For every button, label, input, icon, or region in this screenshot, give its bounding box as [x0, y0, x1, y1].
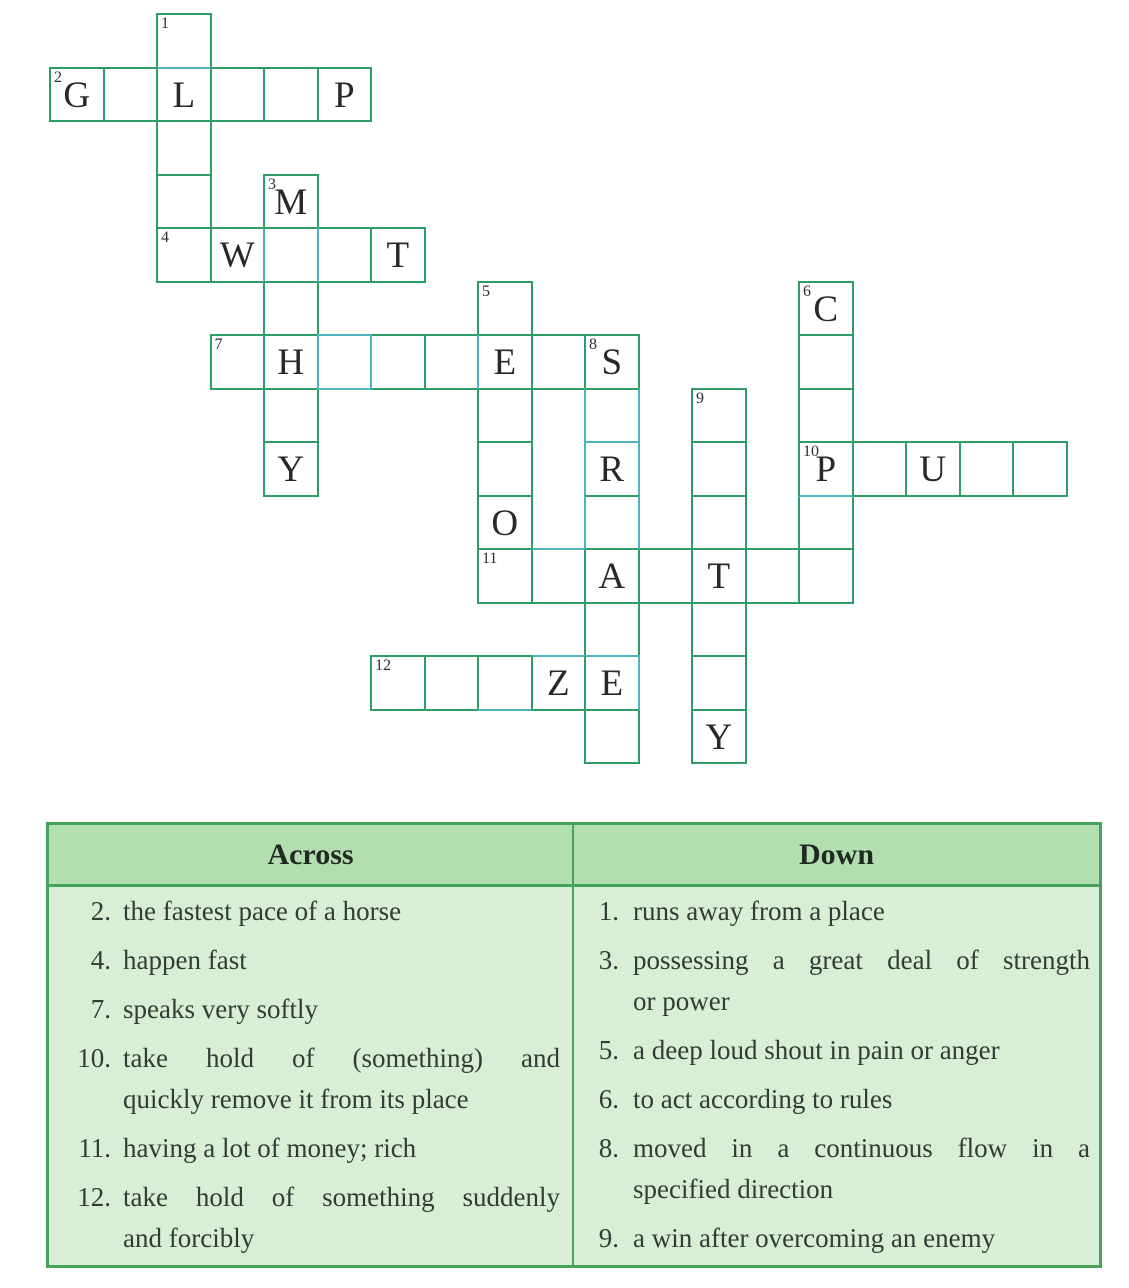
clue-text-lines — [633, 891, 1099, 932]
cell-letter: C — [813, 288, 839, 330]
clue-number: 8. — [598, 1133, 619, 1163]
clue-text-lines — [633, 1030, 1099, 1071]
cell-number: 8 — [589, 336, 597, 353]
grid-cell[interactable] — [584, 709, 640, 765]
cell-letter: T — [707, 556, 731, 598]
cell-number: 9 — [696, 389, 704, 407]
cell-letter: A — [598, 556, 626, 598]
cell-number: 4 — [161, 229, 169, 246]
clue-text-lines — [123, 891, 572, 932]
grid-cell[interactable] — [638, 548, 694, 604]
cell-number: 12 — [375, 657, 391, 674]
cell-number: 2 — [54, 68, 62, 86]
clue-text-lines — [123, 1177, 572, 1259]
clue-number: 2. — [90, 896, 111, 926]
grid-cell[interactable] — [477, 334, 533, 390]
clue-text-lines — [123, 940, 572, 981]
grid-cell[interactable] — [477, 655, 533, 711]
grid-cell[interactable] — [798, 281, 854, 337]
grid-cell[interactable] — [156, 227, 212, 283]
cell-number: 5 — [482, 282, 490, 300]
grid-cell[interactable] — [691, 709, 747, 765]
grid-cell[interactable] — [424, 334, 480, 390]
cell-number: 3 — [268, 175, 276, 193]
cell-letter: O — [491, 502, 519, 544]
clue-across-7 — [49, 989, 572, 1030]
clue-number: 6. — [598, 1084, 619, 1114]
grid-cell[interactable] — [477, 548, 533, 604]
clues-table — [46, 822, 1102, 1268]
grid-cell[interactable] — [691, 388, 747, 444]
grid-cell[interactable] — [959, 441, 1015, 497]
clue-text: runs away from a place — [633, 896, 885, 926]
grid-cell[interactable] — [210, 334, 266, 390]
cell-number: 1 — [161, 15, 169, 32]
grid-cell[interactable] — [263, 334, 319, 390]
clue-text-lines — [123, 1128, 572, 1169]
grid-cell[interactable] — [156, 13, 212, 69]
grid-cell[interactable] — [691, 495, 747, 551]
clue-number: 1. — [598, 896, 619, 926]
grid-cell[interactable] — [691, 548, 747, 604]
grid-cell[interactable] — [531, 655, 587, 711]
clue-text: or power — [633, 986, 730, 1016]
grid-cell[interactable] — [156, 67, 212, 123]
down-header: Down — [798, 837, 874, 871]
grid-cell[interactable] — [156, 174, 212, 230]
clue-text-lines — [633, 1079, 1099, 1120]
grid-cell[interactable] — [370, 655, 426, 711]
grid-cell[interactable] — [424, 655, 480, 711]
clues-down-list — [574, 887, 1099, 1265]
grid-cell[interactable] — [210, 67, 266, 123]
cell-letter: M — [274, 181, 308, 223]
clue-number: 11. — [78, 1133, 111, 1163]
grid-cell[interactable] — [691, 655, 747, 711]
cell-number: 11 — [482, 550, 498, 567]
clue-number: 12. — [77, 1182, 111, 1212]
grid-cell[interactable] — [584, 334, 640, 390]
grid-cell[interactable] — [370, 334, 426, 390]
cell-letter: S — [601, 342, 623, 384]
grid-cell[interactable] — [852, 441, 908, 497]
grid-cell[interactable] — [49, 67, 105, 123]
grid-cell[interactable] — [263, 174, 319, 230]
clue-text-lines — [123, 989, 572, 1030]
clue-text-lines — [633, 1128, 1099, 1210]
clue-text: possessing a great deal of strength — [633, 945, 1090, 975]
cell-number: 10 — [803, 443, 819, 460]
grid-cell[interactable] — [691, 441, 747, 497]
grid-cell[interactable] — [263, 441, 319, 497]
across-header: Across — [49, 825, 574, 884]
grid-cell[interactable] — [317, 227, 373, 283]
grid-cell[interactable] — [691, 602, 747, 658]
cell-letter: Y — [705, 716, 733, 758]
grid-cell[interactable] — [531, 334, 587, 390]
clue-text: the fastest pace of a horse — [123, 896, 402, 926]
clue-text: take hold of something suddenly — [123, 1182, 560, 1212]
clue-text: to act according to rules — [633, 1084, 893, 1114]
clues-table-body — [49, 887, 1099, 1265]
grid-cell[interactable] — [584, 548, 640, 604]
grid-cell[interactable] — [156, 120, 212, 176]
grid-cell[interactable] — [477, 281, 533, 337]
clue-text-lines — [633, 1218, 1099, 1259]
clues-across-list — [49, 887, 574, 1265]
cell-letter: Y — [277, 449, 305, 491]
grid-cell[interactable] — [477, 388, 533, 444]
cell-letter: L — [172, 74, 196, 116]
clue-number: 9. — [598, 1223, 619, 1253]
cell-letter: E — [493, 342, 517, 384]
clue-number: 4. — [90, 945, 111, 975]
clue-text: quickly remove it from its place — [123, 1084, 469, 1114]
grid-cell[interactable] — [745, 548, 801, 604]
grid-cell[interactable] — [210, 227, 266, 283]
clue-across-12 — [49, 1177, 572, 1259]
grid-cell[interactable] — [584, 441, 640, 497]
clue-text: a deep loud shout in pain or anger — [633, 1035, 1000, 1065]
clue-down-8 — [574, 1128, 1099, 1210]
clue-text: specified direction — [633, 1174, 834, 1204]
clue-text-lines — [633, 940, 1099, 1022]
clue-across-10 — [49, 1038, 572, 1120]
cell-letter: G — [63, 74, 91, 116]
grid-cell[interactable] — [263, 227, 319, 283]
grid-cell[interactable] — [584, 388, 640, 444]
clue-number: 3. — [598, 945, 619, 975]
clue-text: moved in a continuous flow in a — [633, 1133, 1090, 1163]
grid-cell[interactable] — [263, 281, 319, 337]
clue-text-lines — [123, 1038, 572, 1120]
grid-cell[interactable] — [584, 602, 640, 658]
clue-text: take hold of (something) and — [123, 1043, 560, 1073]
grid-cell[interactable] — [798, 334, 854, 390]
clue-down-5 — [574, 1030, 1099, 1071]
clue-text: speaks very softly — [123, 994, 318, 1024]
clue-text: having a lot of money; rich — [123, 1133, 417, 1163]
clue-down-6 — [574, 1079, 1099, 1120]
cell-letter: T — [386, 235, 410, 277]
clues-table-header — [49, 825, 1099, 887]
cell-letter: P — [815, 449, 837, 491]
cell-letter: R — [599, 449, 625, 491]
grid-cell[interactable] — [370, 227, 426, 283]
cell-letter: W — [219, 235, 255, 277]
grid-cell[interactable] — [1012, 441, 1068, 497]
grid-cell[interactable] — [263, 388, 319, 444]
clue-number: 5. — [598, 1035, 619, 1065]
grid-cell[interactable] — [477, 441, 533, 497]
cell-number: 7 — [214, 336, 223, 353]
cell-letter: U — [919, 449, 947, 491]
cell-letter: P — [333, 74, 355, 116]
grid-cell[interactable] — [798, 548, 854, 604]
clue-number: 10. — [77, 1043, 111, 1073]
clue-text: and forcibly — [123, 1223, 255, 1253]
grid-cell[interactable] — [263, 67, 319, 123]
clue-number: 7. — [90, 994, 111, 1024]
cell-letter: E — [600, 663, 624, 705]
clue-down-1 — [574, 891, 1099, 932]
clue-down-3 — [574, 940, 1099, 1022]
grid-cell[interactable] — [584, 655, 640, 711]
clue-text: happen fast — [123, 945, 247, 975]
clue-down-9 — [574, 1218, 1099, 1259]
clue-across-2 — [49, 891, 572, 932]
cell-letter: H — [277, 342, 305, 384]
grid-cell[interactable] — [317, 334, 373, 390]
clue-across-4 — [49, 940, 572, 981]
clue-text: a win after overcoming an enemy — [633, 1223, 996, 1253]
grid-cell[interactable] — [103, 67, 159, 123]
grid-cell[interactable] — [317, 67, 373, 123]
grid-cell[interactable] — [798, 388, 854, 444]
clue-across-11 — [49, 1128, 572, 1169]
grid-cell[interactable] — [477, 495, 533, 551]
grid-cell[interactable] — [798, 441, 854, 497]
cell-number: 6 — [803, 282, 811, 300]
cell-letter: Z — [546, 663, 570, 705]
grid-cell[interactable] — [531, 548, 587, 604]
grid-cell[interactable] — [905, 441, 961, 497]
grid-cell[interactable] — [798, 495, 854, 551]
grid-cell[interactable] — [584, 495, 640, 551]
